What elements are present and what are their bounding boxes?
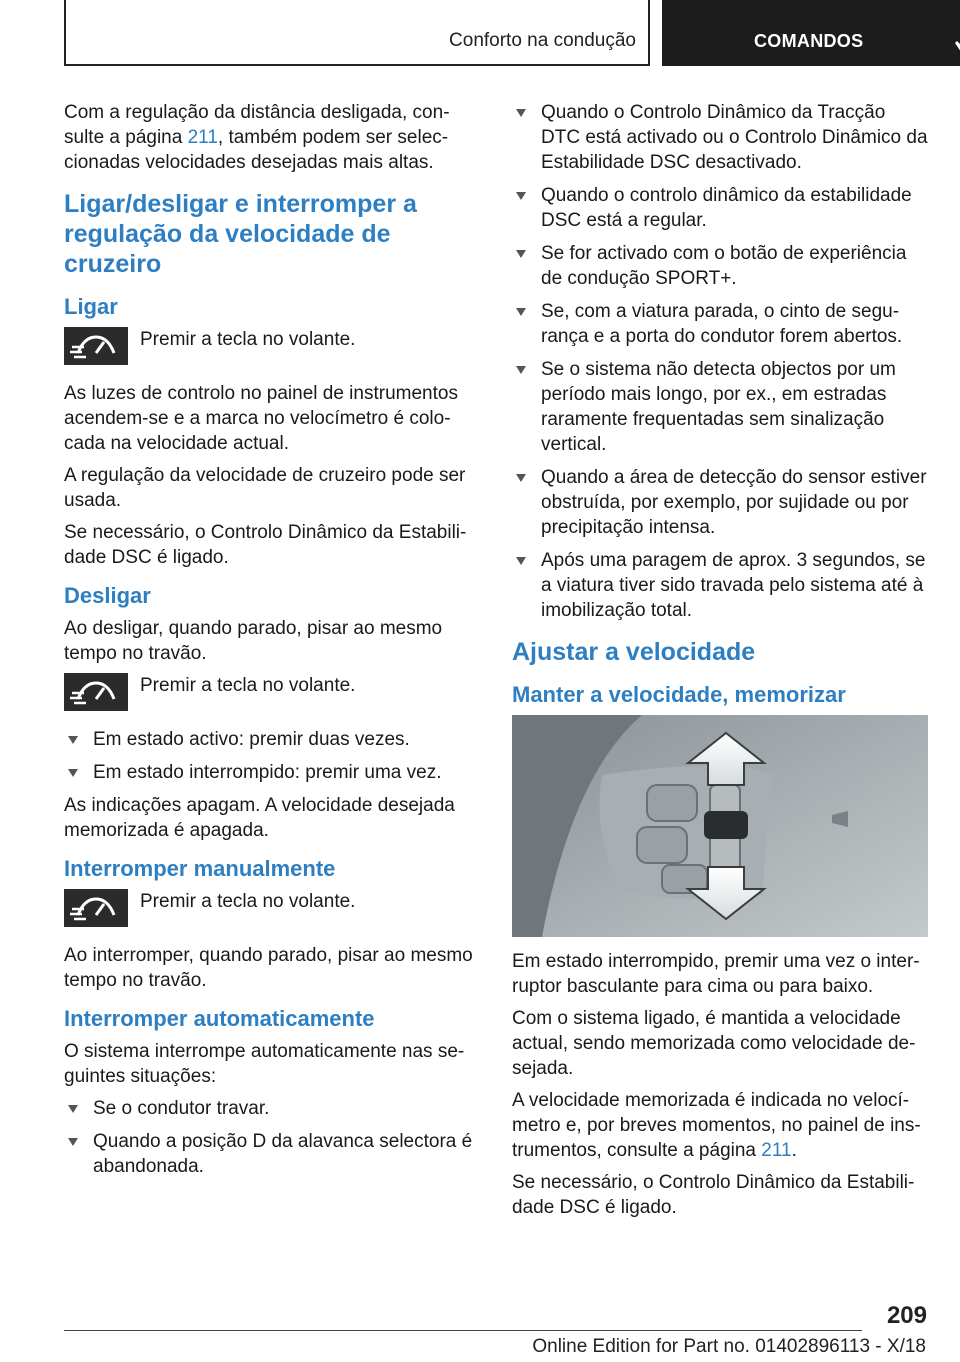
paragraph: A velocidade memorizada é indicada no velocímetro e, por breves momentos, no painel de instrumentos, consulte a página 211. — [512, 1090, 921, 1161]
footer-edition: Online Edition for Part no. 01402896113 - X/18 — [532, 1336, 926, 1357]
cruise-control-button-icon — [64, 889, 128, 927]
key-instruction-text: Premir a tecla no volante. — [140, 329, 356, 350]
bullet-list — [512, 100, 928, 623]
header-chapter-tab — [662, 0, 960, 66]
cruise-control-button-icon — [64, 327, 128, 365]
right-column — [512, 100, 928, 1227]
paragraph: Ao desligar, quando parado, pisar ao mesmo tempo no travão. — [64, 618, 443, 664]
section-heading: Ligar/desligar e interromper a regulação da velocidade de cruzeiro — [64, 190, 417, 278]
list-item: Se, com a viatura parada, o cinto de segurança e a porta do condutor forem abertos. — [512, 299, 928, 349]
intro-paragraph: Com a regulação da distância desligada, consulte a página 211, também podem ser seleccionadas velocidades desejadas mais altas. — [64, 102, 450, 173]
section-heading: Ajustar a velocidade — [512, 638, 756, 666]
list-item: Quando o Controlo Dinâmico da Tracção DTC está activado ou o Controlo Dinâmico da Estabilidade DSC desactivado. — [512, 100, 928, 175]
key-instruction — [64, 889, 480, 931]
list-item: Se o condutor travar. — [64, 1096, 480, 1121]
triangle-bullet-icon — [68, 1138, 78, 1146]
triangle-bullet-icon — [516, 308, 526, 316]
footer-divider — [64, 1330, 862, 1331]
list-item: Após uma paragem de aprox. 3 segundos, se a viatura tiver sido travada pelo sistema até à imobilização total. — [512, 548, 928, 623]
pointing-hand-icon — [952, 26, 960, 54]
paragraph: As indicações apagam. A velocidade desejada memorizada é apagada. — [64, 795, 455, 841]
triangle-bullet-icon — [516, 474, 526, 482]
paragraph: As luzes de controlo no painel de instrumentos acendem-se e a marca no velocímetro é colocada na velocidade actual. — [64, 383, 458, 454]
triangle-bullet-icon — [516, 192, 526, 200]
header-section-title: Conforto na condução — [449, 30, 636, 51]
triangle-bullet-icon — [68, 736, 78, 744]
page-link[interactable]: 211 — [187, 127, 218, 148]
key-instruction-text: Premir a tecla no volante. — [140, 891, 356, 912]
list-item: Em estado activo: premir duas vezes. — [64, 727, 480, 752]
steering-wheel-rocker-switch-image — [512, 715, 928, 937]
triangle-bullet-icon — [516, 250, 526, 258]
paragraph: Se necessário, o Controlo Dinâmico da Estabilidade DSC é ligado. — [512, 1172, 915, 1218]
cruise-control-button-icon — [64, 673, 128, 711]
header-section-tab — [64, 0, 650, 66]
paragraph: O sistema interrompe automaticamente nas seguintes situações: — [64, 1041, 465, 1087]
page-link[interactable]: 211 — [761, 1140, 792, 1161]
key-instruction — [64, 327, 480, 369]
header-chapter-title: COMANDOS — [754, 31, 864, 51]
paragraph: Ao interromper, quando parado, pisar ao mesmo tempo no travão. — [64, 945, 473, 991]
list-item: Quando o controlo dinâmico da estabilidade DSC está a regular. — [512, 183, 928, 233]
list-item: Quando a área de detecção do sensor estiver obstruída, por exemplo, por sujidade ou por precipitação intensa. — [512, 465, 928, 540]
paragraph: Em estado interrompido, premir uma vez o interruptor basculante para cima ou para baixo. — [512, 951, 920, 997]
paragraph: A regulação da velocidade de cruzeiro pode ser usada. — [64, 465, 466, 511]
triangle-bullet-icon — [68, 1105, 78, 1113]
subheading-auto: Interromper automaticamente — [64, 1006, 375, 1031]
paragraph: Se necessário, o Controlo Dinâmico da Estabilidade DSC é ligado. — [64, 522, 467, 568]
list-item: Se for activado com o botão de experiência de condução SPORT+. — [512, 241, 928, 291]
list-item: Se o sistema não detecta objectos por um período mais longo, por ex., em estradas raramente frequentadas sem sinalização vertical. — [512, 357, 928, 457]
triangle-bullet-icon — [516, 366, 526, 374]
page-number: 209 — [886, 1302, 927, 1329]
subheading-ligar: Ligar — [64, 294, 118, 319]
triangle-bullet-icon — [68, 769, 78, 777]
subheading-desligar: Desligar — [64, 583, 151, 608]
triangle-bullet-icon — [516, 109, 526, 117]
triangle-bullet-icon — [516, 557, 526, 565]
bullet-list — [64, 727, 480, 785]
list-item: Em estado interrompido: premir uma vez. — [64, 760, 480, 785]
subheading-memorizar: Manter a velocidade, memorizar — [512, 682, 846, 707]
subheading-manual: Interromper manualmente — [64, 856, 336, 881]
list-item: Quando a posição D da alavanca selectora é abandonada. — [64, 1129, 480, 1179]
paragraph: Com o sistema ligado, é mantida a velocidade actual, sendo memorizada como velocidade desejada. — [512, 1008, 916, 1079]
key-instruction-text: Premir a tecla no volante. — [140, 675, 356, 696]
left-column — [64, 100, 480, 1187]
bullet-list — [64, 1096, 480, 1179]
key-instruction — [64, 673, 480, 715]
